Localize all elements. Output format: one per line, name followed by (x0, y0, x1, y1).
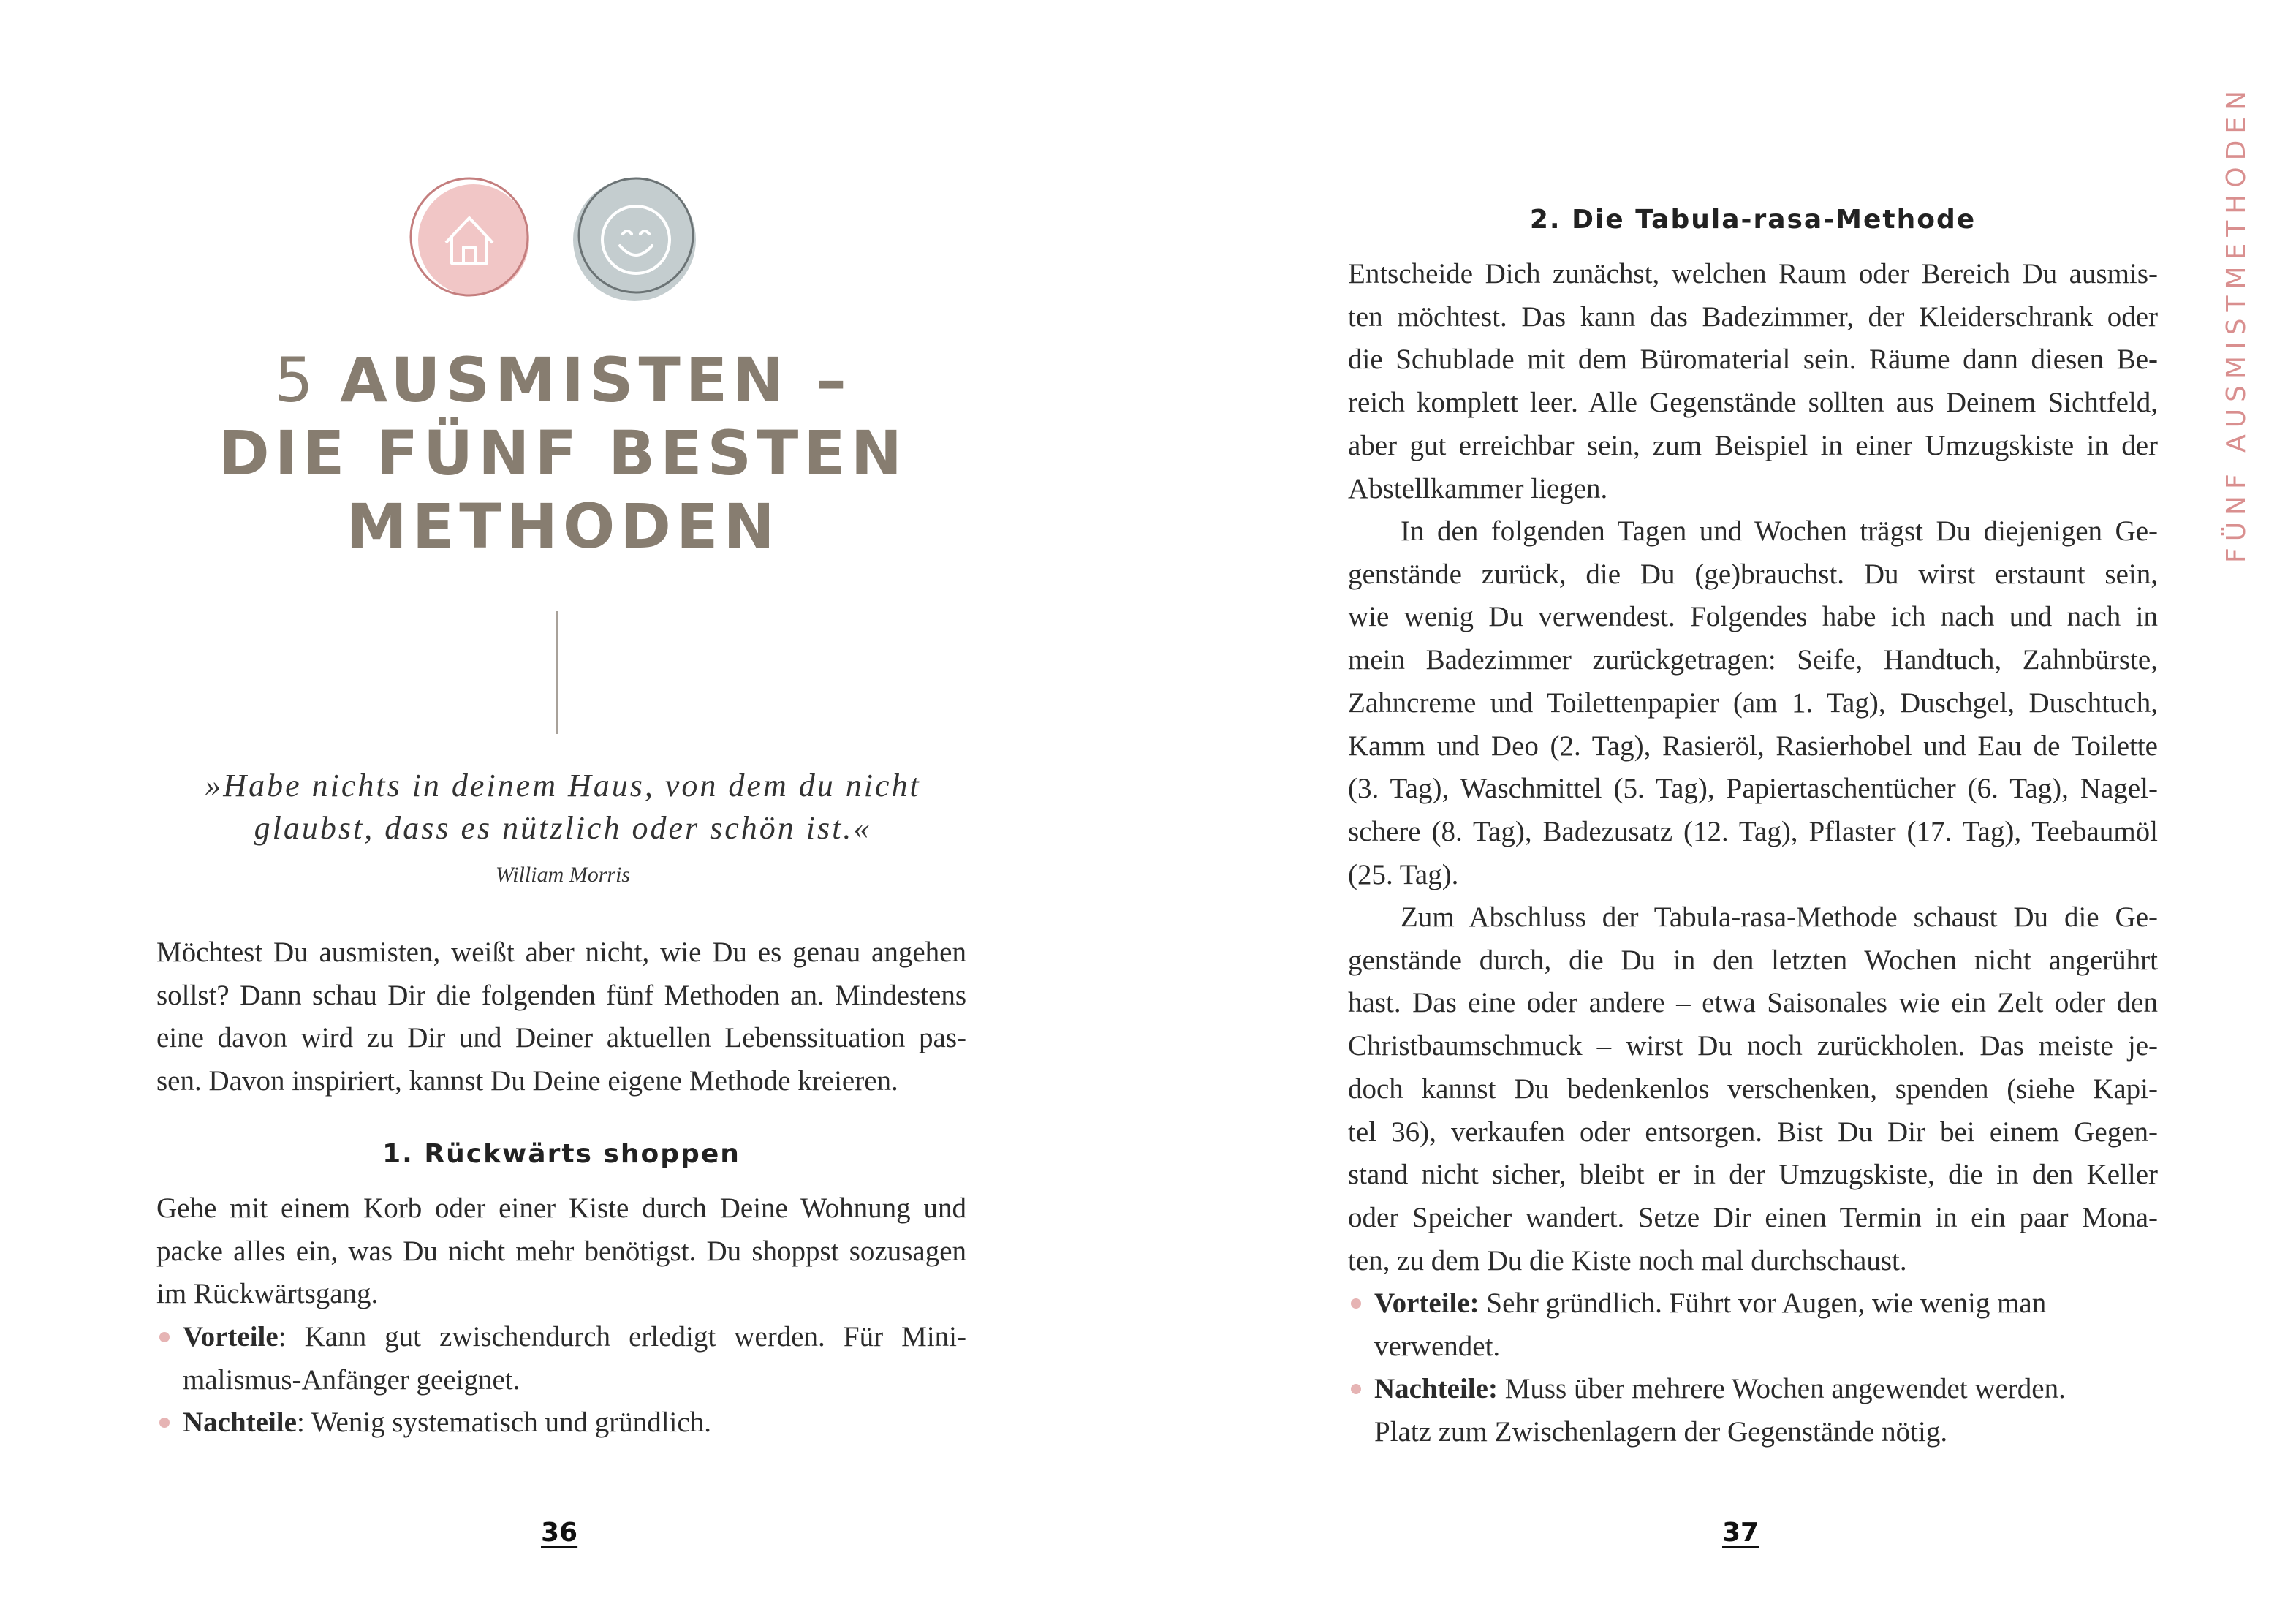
bullet-label: Vorteile (183, 1321, 279, 1352)
running-header-text: FÜNF AUSMISTMETHODEN (2221, 83, 2251, 563)
text-line: wie wenig Du verwendest. Folgendes habe ich nach und nach in (1348, 601, 2158, 633)
text-line: Kamm und Deo (2. Tag), Rasieröl, Rasierhobel und Eau de Toilette (1348, 730, 2158, 762)
epigraph-quote (124, 765, 1001, 850)
text-line: Möchtest Du ausmisten, weißt aber nicht, wie Du es genau angehen (156, 937, 966, 968)
bullet-label: Nachteile: (1374, 1373, 1498, 1405)
section-heading: 1. Rückwärts shoppen (382, 1139, 740, 1169)
text-line: reich komplett leer. Alle Gegenstände sollten aus Deinem Sichtfeld, (1348, 387, 2158, 419)
bullet-text: Sehr gründlich. Führt vor Augen, wie wenig man (1479, 1287, 2047, 1319)
page-number-left: 36 (541, 1518, 578, 1548)
text-line: ten, zu dem Du die Kiste noch mal durchschaust. (1348, 1244, 1907, 1276)
text-line: (3. Tag), Waschmittel (5. Tag), Papiertaschentücher (6. Tag), Nagel- (1348, 773, 2158, 805)
chapter-title-line: METHODEN (346, 491, 780, 562)
list-item (1348, 1282, 2158, 1368)
chapter-title (197, 344, 928, 563)
list-item (156, 1401, 966, 1445)
text-line: im Rückwärtsgang. (156, 1278, 379, 1310)
text-line: sen. Davon inspiriert, kannst Du Deine eigene Methode kreieren. (156, 1065, 898, 1097)
text-line: Entscheide Dich zunächst, welchen Raum oder Bereich Du ausmis- (1348, 258, 2158, 290)
text-line: tel 36), verkaufen oder entsorgen. Bist Du Dir bei einem Gegen- (1348, 1116, 2158, 1148)
section2-paragraph-2 (1348, 510, 2158, 896)
chapter-number: 5 (274, 344, 314, 416)
text-line: mein Badezimmer zurückgetragen: Seife, Handtuch, Zahnbürste, (1348, 644, 2158, 676)
chapter-title-line: AUSMISTEN – (340, 344, 852, 416)
running-header-vertical (2215, 80, 2259, 563)
text-line: aber gut erreichbar sein, zum Beispiel in einer Umzugskiste in der (1348, 429, 2158, 461)
chapter-icons (409, 173, 716, 319)
section-heading: 2. Die Tabula-rasa-Methode (1529, 205, 1977, 235)
bullet-dot (159, 1418, 170, 1428)
section1-paragraph (156, 1187, 966, 1316)
section1-bullets (156, 1316, 966, 1445)
text-line: genstände durch, die Du in den letzten Wochen nicht angerührt (1348, 944, 2158, 976)
bullet-label: Vorteile: (1374, 1287, 1479, 1319)
section2-bullets (1348, 1282, 2158, 1454)
bullet-label: Nachteile (183, 1407, 297, 1439)
chapter-title-line: DIE FÜNF BESTEN (218, 417, 907, 489)
page-number-right: 37 (1722, 1518, 1759, 1548)
text-line: oder Speicher wandert. Setze Dir einen Termin in ein paar Mona- (1348, 1201, 2158, 1233)
bullet-text: : Kann gut zwischendurch erledigt werden. Für Mini- (278, 1321, 966, 1352)
quote-line: »Habe nichts in deinem Haus, von dem du nicht (205, 768, 921, 803)
quote-line: glaubst, dass es nützlich oder schön ist.« (254, 810, 872, 846)
section2-paragraph-3 (1348, 896, 2158, 1282)
bullet-dot (1351, 1298, 1361, 1309)
text-line: (25. Tag). (1348, 858, 1459, 890)
text-line: Christbaumschmuck – wirst Du noch zurückholen. Das meiste je- (1348, 1030, 2158, 1062)
text-line: ten möchtest. Das kann das Badezimmer, der Kleiderschrank oder (1348, 300, 2158, 333)
text-line: Abstellkammer liegen. (1348, 472, 1608, 504)
bullet-continuation: malismus-Anfänger geeignet. (183, 1363, 520, 1396)
list-item (1348, 1368, 2158, 1453)
section2-paragraph-1 (1348, 253, 2158, 510)
bullet-continuation: verwendet. (1374, 1330, 1501, 1362)
text-line: packe alles ein, was Du nicht mehr benötigst. Du shoppst sozusagen (156, 1235, 966, 1267)
divider-rule (556, 611, 558, 734)
text-line: die Schublade mit dem Büromaterial sein. Räume dann diesen Be- (1348, 344, 2158, 376)
text-line: genstände zurück, die Du (ge)brauchst. Du wirst erstaunt sein, (1348, 558, 2158, 590)
bullet-dot (1351, 1384, 1361, 1394)
text-line: Zahncreme und Toilettenpapier (am 1. Tag), Duschgel, Duschtuch, (1348, 686, 2158, 719)
bullet-dot (159, 1332, 170, 1342)
house-icon (411, 178, 529, 295)
text-line: schere (8. Tag), Badezusatz (12. Tag), Pflaster (17. Tag), Teebaumöl (1348, 815, 2158, 847)
text-line: sollst? Dann schau Dir die folgenden fünf Methoden an. Mindestens (156, 979, 966, 1011)
bullet-continuation: Platz zum Zwischenlagern der Gegenstände nötig. (1374, 1416, 1948, 1448)
bullet-text: : Wenig systematisch und gründlich. (296, 1407, 711, 1439)
text-line: hast. Das eine oder andere – etwa Saisonales wie ein Zelt oder den (1348, 987, 2158, 1019)
text-line: eine davon wird zu Dir und Deiner aktuellen Lebenssituation pas- (156, 1022, 966, 1054)
text-line: doch kannst Du bedenkenlos verschenken, spenden (siehe Kapi- (1348, 1072, 2158, 1105)
text-line: Gehe mit einem Korb oder einer Kiste durch Deine Wohnung und (156, 1192, 966, 1224)
smiley-icon (573, 178, 696, 301)
text-line: stand nicht sicher, bleibt er in der Umzugskiste, die in den Keller (1348, 1159, 2158, 1191)
quote-author: William Morris (495, 863, 631, 887)
intro-paragraph (156, 931, 966, 1103)
list-item (156, 1316, 966, 1401)
bullet-text: Muss über mehrere Wochen angewendet werden. (1497, 1373, 2066, 1405)
text-line: Zum Abschluss der Tabula-rasa-Methode schaust Du die Ge- (1401, 901, 2158, 933)
text-line: In den folgenden Tagen und Wochen trägst Du diejenigen Ge- (1401, 515, 2158, 547)
